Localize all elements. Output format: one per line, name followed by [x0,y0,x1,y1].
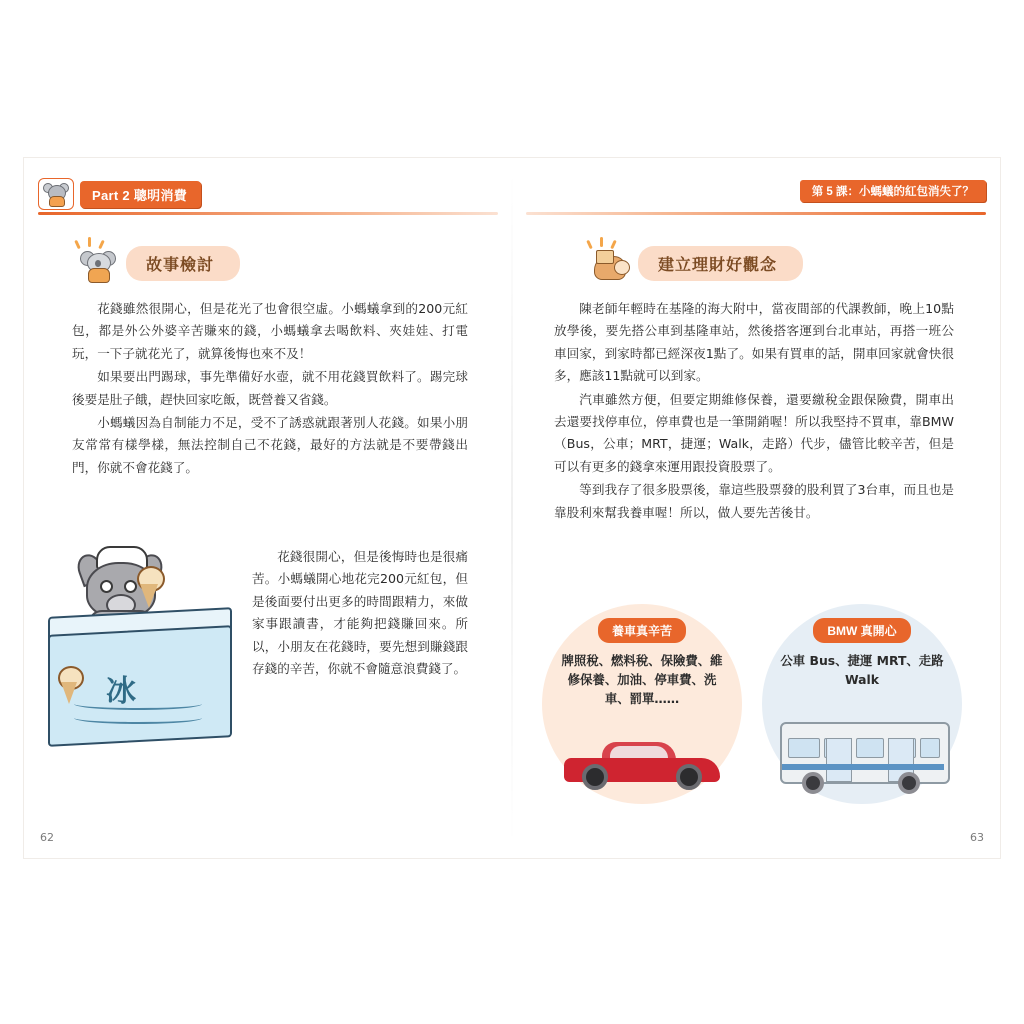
koala-icon [72,240,122,286]
section-heading-story-review [72,240,240,286]
bus-icon [780,720,946,794]
card-tag: BMW 真開心 [813,618,910,643]
paragraph: 如果要出門踢球，事先準備好水壺，就不用花錢買飲料了。踢完球後要是肚子餓，趕快回家吃飯，既營養又省錢。 [72,369,468,407]
book-spread [24,158,1000,858]
card-car-cost [542,604,742,804]
card-tag: 養車真辛苦 [598,618,686,643]
header-rule-left [38,212,498,215]
section-title: 建立理財好觀念 [638,246,803,281]
paragraph: 花錢很開心，但是後悔時也是很痛苦。小螞蟻開心地花完200元紅包，但是後面要付出更多的時間跟精力，來做家事跟讀書，才能夠把錢賺回來。所以，小朋友在花錢時，要先想到賺錢跟存錢的辛苦，你就不會隨意浪費錢了。 [252,549,468,677]
running-header-left [38,178,201,210]
ice-cream-cone-icon [134,566,164,612]
paragraph: 小螞蟻因為自制能力不足，受不了誘惑就跟著別人花錢。如果小朋友常常有樣學樣，無法控制自己不花錢，最好的方法就是不要帶錢出門，你就不會花錢了。 [72,415,468,475]
lesson-label: 第 5 課：小螞蟻的紅包消失了？ [800,180,986,202]
ice-cream-cone-icon-2 [56,666,82,708]
koala-badge-icon [38,178,74,210]
page-number-left: 62 [40,831,54,844]
section-title: 故事檢討 [126,246,240,281]
paragraph: 汽車雖然方便，但要定期維修保養，還要繳稅金跟保險費，開車出去還要找停車位，停車費也是一筆開銷喔！所以我堅持不買車，靠BMW（Bus，公車；MRT，捷運；Walk，走路）代步，儘管比較辛苦，但是可以有更多的錢拿來運用跟投資股票了。 [554,391,954,474]
left-body-text [72,298,468,480]
part-label: Part 2 聰明消費 [80,181,201,208]
paragraph: 等到我存了很多股票後，靠這些股票發的股利買了3台車，而且也是靠股利來幫我養車喔！所以，做人要先苦後甘。 [554,482,954,520]
paragraph: 花錢雖然很開心，但是花光了也會很空虛。小螞蟻拿到的200元紅包，都是外公外婆辛苦賺來的錢，小螞蟻拿去喝飲料、夾娃娃、打電玩，一下子就花光了，就算後悔也來不及！ [72,301,468,361]
running-header-right [800,180,986,202]
page-number-right: 63 [970,831,984,844]
section-heading-money-concept [584,240,803,286]
right-body-text [554,298,954,525]
left-page [24,158,512,858]
freezer-label: 冰 [106,674,136,709]
wolf-freezer-illustration [48,548,234,748]
left-body-text-wrapped [252,546,468,681]
red-car-icon [564,740,720,792]
right-page [512,158,1000,858]
paragraph: 陳老師年輕時在基隆的海大附中，當夜間部的代課教師，晚上10點放學後，要先搭公車到基隆車站，然後搭客運到台北車站，再搭一班公車回家，到家時都已經深夜1點了。如果有買車的話，開車回家就會快很多，應該11點就可以到家。 [554,301,954,384]
comparison-cards [542,604,972,804]
card-text: 公車 Bus、捷運 MRT、走路 Walk [780,653,944,687]
hedgehog-icon [584,240,634,286]
card-text: 牌照稅、燃料稅、保險費、維修保養、加油、停車費、洗車、罰單…… [561,653,723,706]
card-bmw-transport [762,604,962,804]
header-rule-right [526,212,986,215]
